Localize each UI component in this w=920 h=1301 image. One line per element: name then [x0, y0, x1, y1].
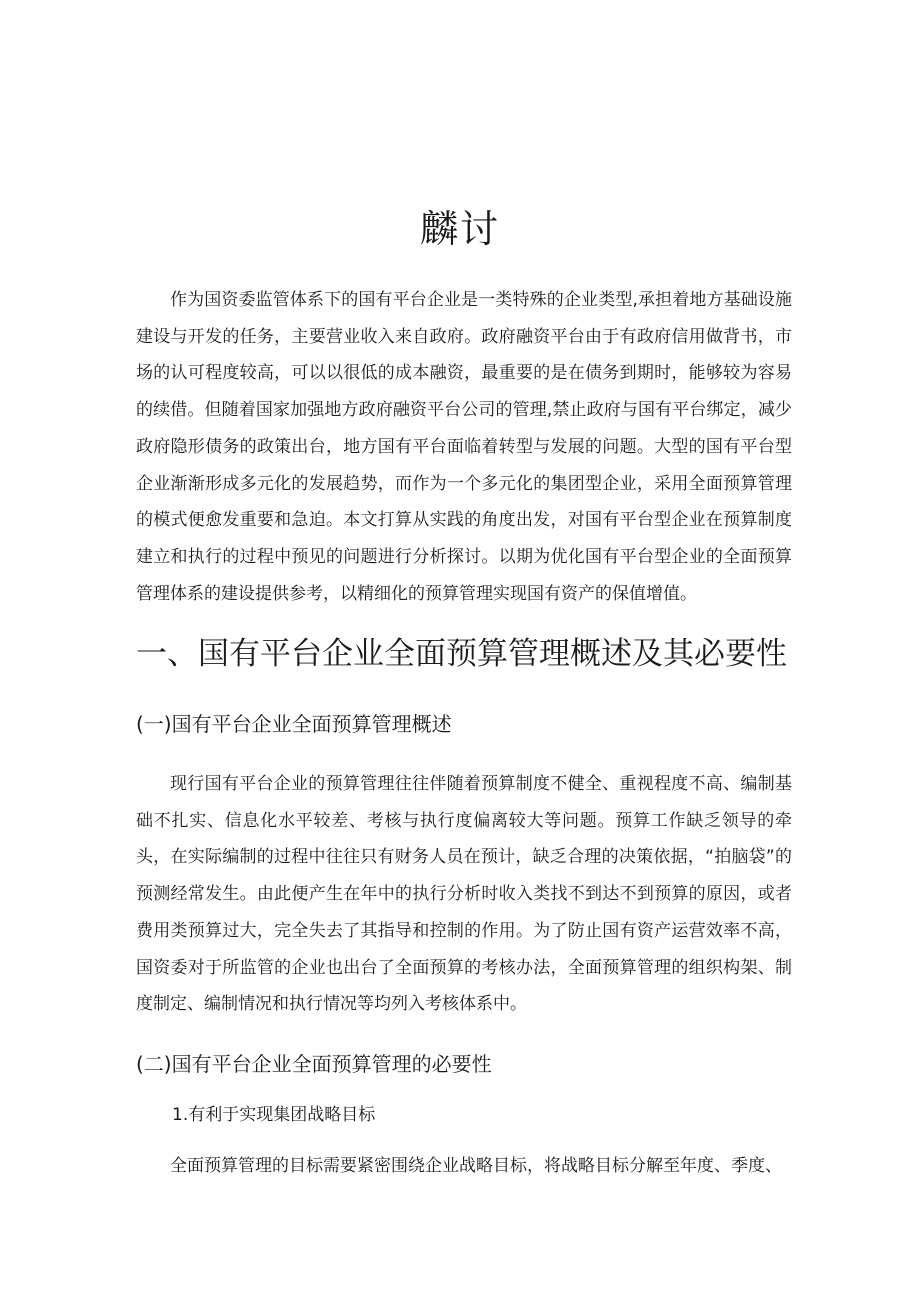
document-title: 麟讨: [419, 207, 500, 251]
subsection-heading-1: (一)国有平台企业全面预算管理概述: [136, 712, 452, 736]
item-heading-1: 1.有利于实现集团战略目标: [172, 1105, 376, 1125]
subsection-1-paragraph: 现行国有平台企业的预算管理往往伴随着预算制度不健全、重视程度不高、编制基础不扎实、信息化水平较差、考核与执行度偏离较大等问题。预算工作缺乏领导的牵头，在实际编制的过程中往往只有财务人员在预计，缺乏合理的决策依据，“拍脑袋”的预测经常发生。由此便产生在年中的执行分析时收入类找不到达不到预算的原因，或者费用类预算过大，完全失去了其指导和控制的作用。为了防止国有资产运营效率不高，国资委对于所监管的企业也出台了全面预算的考核办法，全面预算管理的组织构架、制度制定、编制情况和执行情况等均列入考核体系中。: [136, 774, 792, 1015]
section-heading-1: 一、国有平台企业全面预算管理概述及其必要性: [136, 636, 787, 672]
subsection-heading-2: (二)国有平台企业全面预算管理的必要性: [136, 1052, 492, 1076]
abstract-paragraph: 作为国资委监管体系下的国有平台企业是一类特殊的企业类型,承担着地方基础设施建设与开发的任务，主要营业收入来自政府。政府融资平台由于有政府信用做背书，市场的认可程度较高，可以以很低的成本融资，最重要的是在债务到期时，能够较为容易的续借。但随着国家加强地方政府融资平台公司的管理,禁止政府与国有平台绑定，减少政府隐形债务的政策出台，地方国有平台面临着转型与发展的问题。大型的国有平台型企业渐渐形成多元化的发展趋势，而作为一个多元化的集团型企业，采用全面预算管理的模式便愈发重要和急迫。本文打算从实践的角度出发，对国有平台型企业在预算制度建立和执行的过程中预见的问题进行分析探讨。以期为优化国有平台型企业的全面预算管理体系的建设提供参考，以精细化的预算管理实现国有资产的保值增值。: [136, 290, 792, 604]
item-1-paragraph: 全面预算管理的目标需要紧密围绕企业战略目标，将战略目标分解至年度、季度、: [170, 1156, 782, 1176]
